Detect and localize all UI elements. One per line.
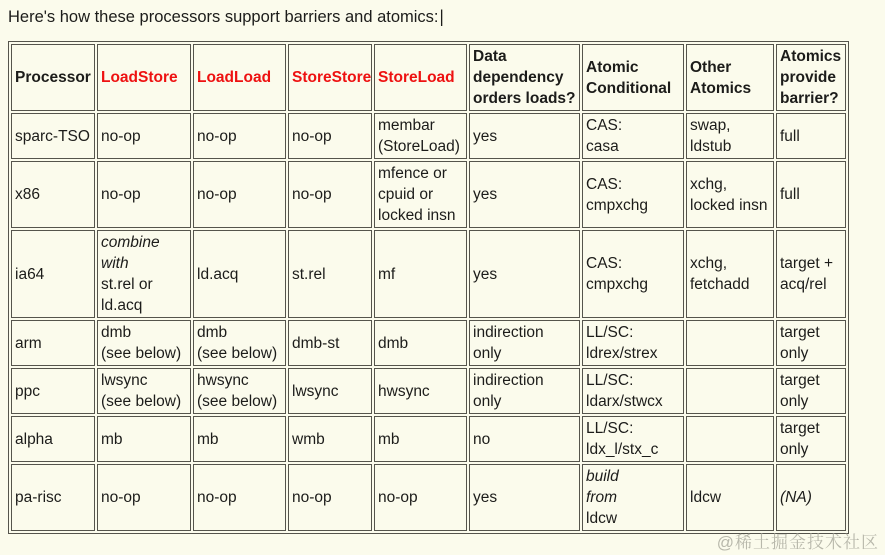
cell-text: only [780,345,809,362]
table-cell [469,368,580,414]
cell-text: with [101,255,129,272]
cell-line [586,136,680,157]
column-header-other-atomics: Other Atomics [686,44,774,111]
cell-text: only [473,393,502,410]
cell-line [101,126,187,147]
column-header-storeload: StoreLoad [374,44,467,111]
cell-text: ldcw [586,510,618,527]
cell-text: ldcw [690,489,722,506]
cell-line [586,343,680,364]
cell-text: only [780,441,809,458]
table-cell [288,464,372,531]
cell-text: LL/SC: [586,372,634,389]
cell-text: full [780,186,800,203]
cell-text: only [780,393,809,410]
cell-line [473,126,576,147]
table-cell [288,113,372,159]
table-cell [374,464,467,531]
table-cell [288,320,372,366]
table-cell [469,320,580,366]
table-cell [193,464,286,531]
cell-line [15,126,91,147]
cell-line [473,184,576,205]
table-cell [97,230,191,318]
cell-text: CAS: [586,117,623,134]
cell-text: dmb [197,324,228,341]
cell-line [586,174,680,195]
cell-text: no-op [292,489,332,506]
table-row-ia64 [11,230,846,318]
cell-line [15,381,91,402]
cell-line [101,184,187,205]
cell-line [586,370,680,391]
table-cell [288,230,372,318]
cell-text: (see below) [197,345,278,362]
column-header-data-dependency-orders-loads: Data dependency orders loads? [469,44,580,111]
cell-line [15,184,91,205]
cell-line [101,274,187,295]
cell-line [780,126,842,147]
table-header [11,44,846,111]
cell-text: ld.acq [197,265,239,283]
cell-text: alpha [15,430,53,448]
cell-line [292,184,368,205]
text-cursor: | [439,7,444,27]
cell-text: no-op [101,489,141,506]
cell-line [780,391,842,412]
watermark: @稀土掘金技术社区 [716,533,879,552]
header-row [11,44,846,111]
cell-text: membar [378,117,435,134]
cell-line [586,439,680,460]
table-cell [582,320,684,366]
cell-line [378,264,463,285]
cell-text: from [586,489,617,506]
cell-line [197,322,282,343]
cell-text: LL/SC: [586,420,634,437]
page-title [0,0,885,28]
cell-text: arm [15,334,42,352]
cell-text: (see below) [101,345,182,362]
cell-text: ldstub [690,138,732,155]
cell-line [101,391,187,412]
table-cell [776,320,846,366]
table-cell [469,113,580,159]
cell-line [15,429,91,450]
cell-line [15,264,91,285]
table-cell [469,416,580,462]
cell-line [378,487,463,508]
cell-line [197,184,282,205]
column-header-processor: Processor [11,44,95,111]
cell-line [586,466,680,487]
cell-line [586,195,680,216]
cell-text: target [780,420,820,437]
cell-text: locked insn [378,207,456,224]
table-row-pa-risc [11,464,846,531]
cell-text: mfence or [378,165,447,182]
cell-line [780,343,842,364]
cell-text: no-op [197,186,237,203]
cell-text: cpuid or [378,186,434,203]
cell-text: st.rel [292,265,326,283]
cell-line [101,487,187,508]
table-cell [686,113,774,159]
table-cell [686,368,774,414]
processor-name [11,368,95,414]
table-row-ppc [11,368,846,414]
table-cell [582,464,684,531]
cell-line [197,429,282,450]
cell-line [378,205,463,226]
cell-line [101,232,187,253]
table-cell [374,368,467,414]
table-cell [97,416,191,462]
cell-text: casa [586,138,619,155]
table-cell [582,230,684,318]
cell-line [473,322,576,343]
cell-line [586,322,680,343]
table-cell [776,161,846,228]
cell-line [780,370,842,391]
table-cell [776,464,846,531]
table-cell [374,161,467,228]
table-cell [97,320,191,366]
cell-text: no-op [292,127,332,145]
cell-line [378,184,463,205]
cell-line [292,126,368,147]
cell-line [586,487,680,508]
cell-text: lwsync [292,382,339,400]
cell-text: no-op [101,186,141,203]
cell-line [586,253,680,274]
table-cell [776,416,846,462]
cell-text: no-op [197,127,237,145]
column-header-atomics-provide-barrier: Atomics provide barrier? [776,44,846,111]
processor-name [11,320,95,366]
cell-text: acq/rel [780,276,827,293]
cell-text: ld.acq [101,297,143,314]
cell-text: (StoreLoad) [378,138,460,155]
cell-line [292,381,368,402]
table-cell [193,368,286,414]
cell-line [292,429,368,450]
cell-line [197,370,282,391]
cell-text: ldx_l/stx_c [586,441,659,458]
cell-text: full [780,127,800,145]
processor-name [11,161,95,228]
cell-text: yes [473,127,498,145]
cell-text: indirection [473,324,544,341]
cell-line [780,418,842,439]
cell-line [473,343,576,364]
table-cell [374,230,467,318]
page-title-text: Here's how these processors support barriers and atomics: [8,8,439,26]
table-row-arm [11,320,846,366]
table-cell [193,230,286,318]
cell-text: (see below) [197,393,278,410]
cell-line [586,391,680,412]
cell-line [586,274,680,295]
table-cell [469,161,580,228]
cell-text: CAS: [586,175,623,193]
cell-text: mb [197,430,219,448]
cell-line [101,295,187,316]
cell-text: yes [473,186,498,203]
cell-text: dmb [378,334,409,352]
cell-line [586,115,680,136]
cell-line [378,115,463,136]
cell-line [292,487,368,508]
cell-text: swap, [690,117,731,134]
processor-name [11,230,95,318]
cell-line [780,439,842,460]
table-cell [582,368,684,414]
table-cell [288,416,372,462]
cell-line [473,370,576,391]
cell-text: combine [101,234,160,251]
cell-text: target [780,324,820,341]
cell-text: cmpxchg [586,276,649,293]
table-cell [97,161,191,228]
cell-text: fetchadd [690,276,750,293]
cell-line [15,333,91,354]
table-cell [288,161,372,228]
cell-line [473,391,576,412]
cell-line [292,333,368,354]
cell-text: mb [378,430,400,448]
cell-line [378,163,463,184]
cell-line [101,370,187,391]
table-cell [686,320,774,366]
cell-line [292,264,368,285]
cell-line [197,126,282,147]
table-cell [97,368,191,414]
cell-text: dmb-st [292,334,340,352]
column-header-loadstore: LoadStore [97,44,191,111]
cell-text: yes [473,265,498,283]
cell-line [586,418,680,439]
cell-line [690,253,770,274]
cell-line [473,264,576,285]
cell-line [690,195,770,216]
cell-text: ia64 [15,265,45,283]
cell-text: mb [101,430,123,448]
table-cell [469,464,580,531]
cell-text: LL/SC: [586,324,634,341]
cell-line [378,333,463,354]
cell-line [197,343,282,364]
barriers-atomics-table [8,41,849,534]
cell-line [15,487,91,508]
cell-text: only [473,345,502,362]
cell-text: target [780,372,820,389]
table-cell [97,113,191,159]
table-row-alpha [11,416,846,462]
cell-text: x86 [15,186,40,203]
cell-line [690,136,770,157]
cell-line [197,264,282,285]
table-cell [469,230,580,318]
cell-line [780,487,842,508]
cell-line [101,429,187,450]
cell-line [780,253,842,274]
processor-name [11,113,95,159]
cell-text: no-op [292,186,332,203]
cell-text: CAS: [586,255,623,272]
cell-text: no-op [378,489,418,506]
cell-line [101,253,187,274]
table-cell [686,464,774,531]
cell-line [780,274,842,295]
processor-name [11,416,95,462]
cell-text: cmpxchg [586,196,649,214]
table-cell [686,161,774,228]
column-header-loadload: LoadLoad [193,44,286,111]
cell-text: pa-risc [15,489,62,506]
table-cell [97,464,191,531]
column-header-storestore: StoreStore [288,44,372,111]
cell-text: dmb [101,324,132,341]
table-cell [582,416,684,462]
table-cell [582,161,684,228]
table-cell [193,161,286,228]
table-cell [193,320,286,366]
cell-line [473,487,576,508]
table-cell [193,416,286,462]
table-cell [193,113,286,159]
cell-text: no-op [197,489,237,506]
cell-line [197,391,282,412]
cell-text: no [473,430,491,448]
table-cell [374,113,467,159]
table-body [11,113,846,531]
cell-text: indirection [473,372,544,389]
cell-text: sparc-TSO [15,127,90,145]
cell-line [378,136,463,157]
cell-text: ldrex/strex [586,345,658,362]
cell-text: hwsync [197,372,249,389]
cell-text: locked insn [690,196,768,214]
cell-text: ppc [15,382,40,400]
cell-line [690,174,770,195]
cell-line [690,274,770,295]
table-cell [686,230,774,318]
cell-line [690,115,770,136]
cell-text: build [586,468,619,485]
cell-text: mf [378,265,396,283]
cell-text: (NA) [780,489,812,506]
table-row-x86 [11,161,846,228]
cell-line [101,322,187,343]
column-header-atomic-conditional: Atomic Conditional [582,44,684,111]
cell-text: ldarx/stwcx [586,393,663,410]
table-cell [776,230,846,318]
cell-text: no-op [101,127,141,145]
table-cell [374,416,467,462]
cell-line [197,487,282,508]
cell-text: st.rel or [101,276,153,293]
table-row-sparc-TSO [11,113,846,159]
processor-name [11,464,95,531]
table-cell [686,416,774,462]
cell-text: lwsync [101,372,148,389]
cell-line [378,381,463,402]
cell-text: wmb [292,430,325,448]
cell-text: hwsync [378,382,430,400]
cell-text: xchg, [690,255,728,272]
cell-line [378,429,463,450]
cell-line [101,343,187,364]
cell-line [690,487,770,508]
cell-line [473,429,576,450]
cell-text: xchg, [690,175,728,193]
cell-line [780,184,842,205]
table-cell [288,368,372,414]
table-cell [582,113,684,159]
cell-text: target + [780,255,833,272]
table-cell [374,320,467,366]
cell-text: yes [473,489,498,506]
cell-text: (see below) [101,393,182,410]
table-cell [776,113,846,159]
cell-line [586,508,680,529]
table-cell [776,368,846,414]
cell-line [780,322,842,343]
